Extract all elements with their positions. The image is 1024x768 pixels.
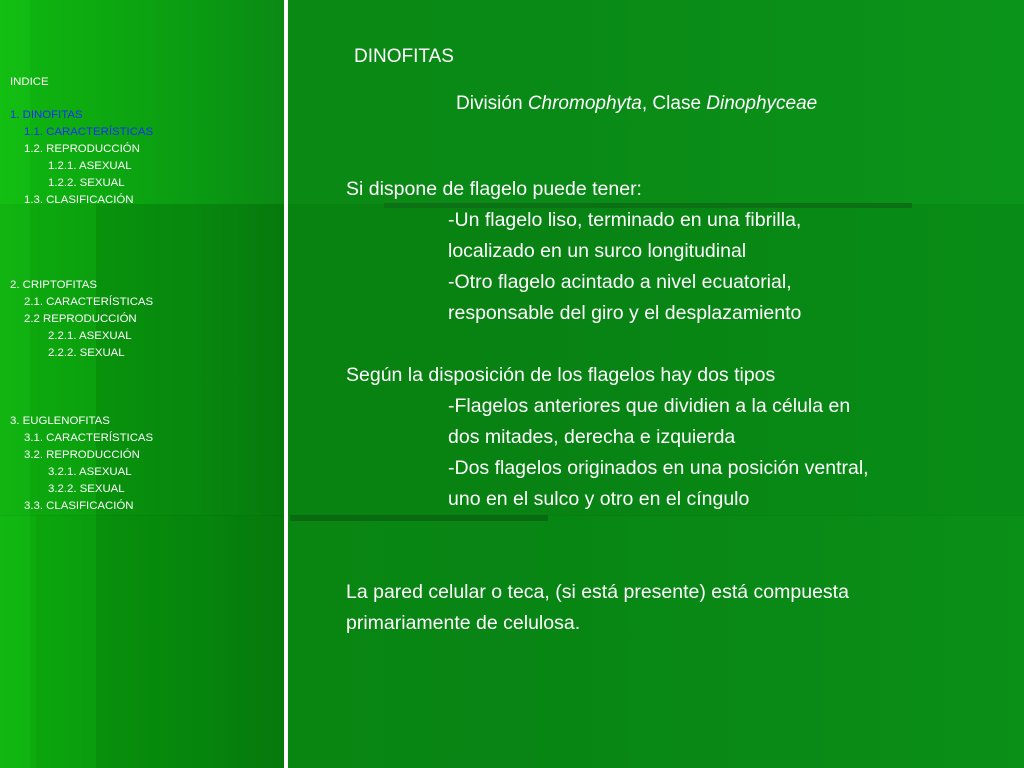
background-band [36,515,286,768]
vertical-divider [284,0,288,768]
flagellum-ribbon-line: responsable del giro y el desplazamiento [448,302,802,324]
flagellum-smooth-line: -Un flagelo liso, terminado en una fibrilla, [448,209,802,231]
index-item[interactable]: 2.2.1. ASEXUAL [48,330,132,342]
anterior-flagella-line: dos mitades, derecha e izquierda [448,426,736,448]
slide-title: DINOFITAS [354,46,454,67]
index-item[interactable]: 1.2.1. ASEXUAL [48,160,132,172]
class-label: , Clase [641,93,707,114]
index-item[interactable]: 1.3. CLASIFICACIÓN [24,194,134,206]
index-item[interactable]: 3.2.2. SEXUAL [48,483,125,495]
index-item[interactable]: 3. EUGLENOFITAS [10,415,110,427]
index-item[interactable]: 2. CRIPTOFITAS [10,279,97,291]
index-item[interactable]: 3.2.1. ASEXUAL [48,466,132,478]
slide-subtitle [456,93,817,115]
index-panel [10,74,280,515]
ventral-flagella-line: -Dos flagelos originados en una posición ventral, [448,457,869,479]
ventral-flagella-line: uno en el sulco y otro en el cíngulo [448,488,750,510]
flagellum-smooth-line: localizado en un surco longitudinal [448,240,747,262]
cell-wall-text: primariamente de celulosa. [346,612,581,634]
index-item[interactable]: 1.2.2. SEXUAL [48,177,125,189]
index-item[interactable]: 2.2.2. SEXUAL [48,347,125,359]
index-item[interactable]: 1.1. CARACTERÍSTICAS [24,126,154,138]
index-item[interactable]: 1. DINOFITAS [10,109,83,121]
division-name: Chromophyta [527,93,642,114]
index-item[interactable]: 3.1. CARACTERÍSTICAS [24,432,154,444]
class-name: Dinophyceae [706,93,818,114]
cell-wall-text: La pared celular o teca, (si está presente) está compuesta [346,581,849,603]
index-item[interactable]: 2.2 REPRODUCCIÓN [24,313,137,325]
flagellum-ribbon-line: -Otro flagelo acintado a nivel ecuatorial, [448,271,792,293]
index-item[interactable]: 1.2. REPRODUCCIÓN [24,143,140,155]
anterior-flagella-line: -Flagelos anteriores que dividien a la célula en [448,395,851,417]
index-item[interactable]: 3.2. REPRODUCCIÓN [24,449,140,461]
flagella-lead: Si dispone de flagelo puede tener: [346,178,642,200]
index-heading: INDICE [10,76,49,88]
index-list [10,107,280,515]
flagella-types-lead: Según la disposición de los flagelos hay dos tipos [346,364,776,386]
index-item[interactable]: 3.3. CLASIFICACIÓN [24,500,134,512]
slide-body [346,174,986,639]
index-item[interactable]: 2.1. CARACTERÍSTICAS [24,296,154,308]
division-label: División [456,93,528,114]
